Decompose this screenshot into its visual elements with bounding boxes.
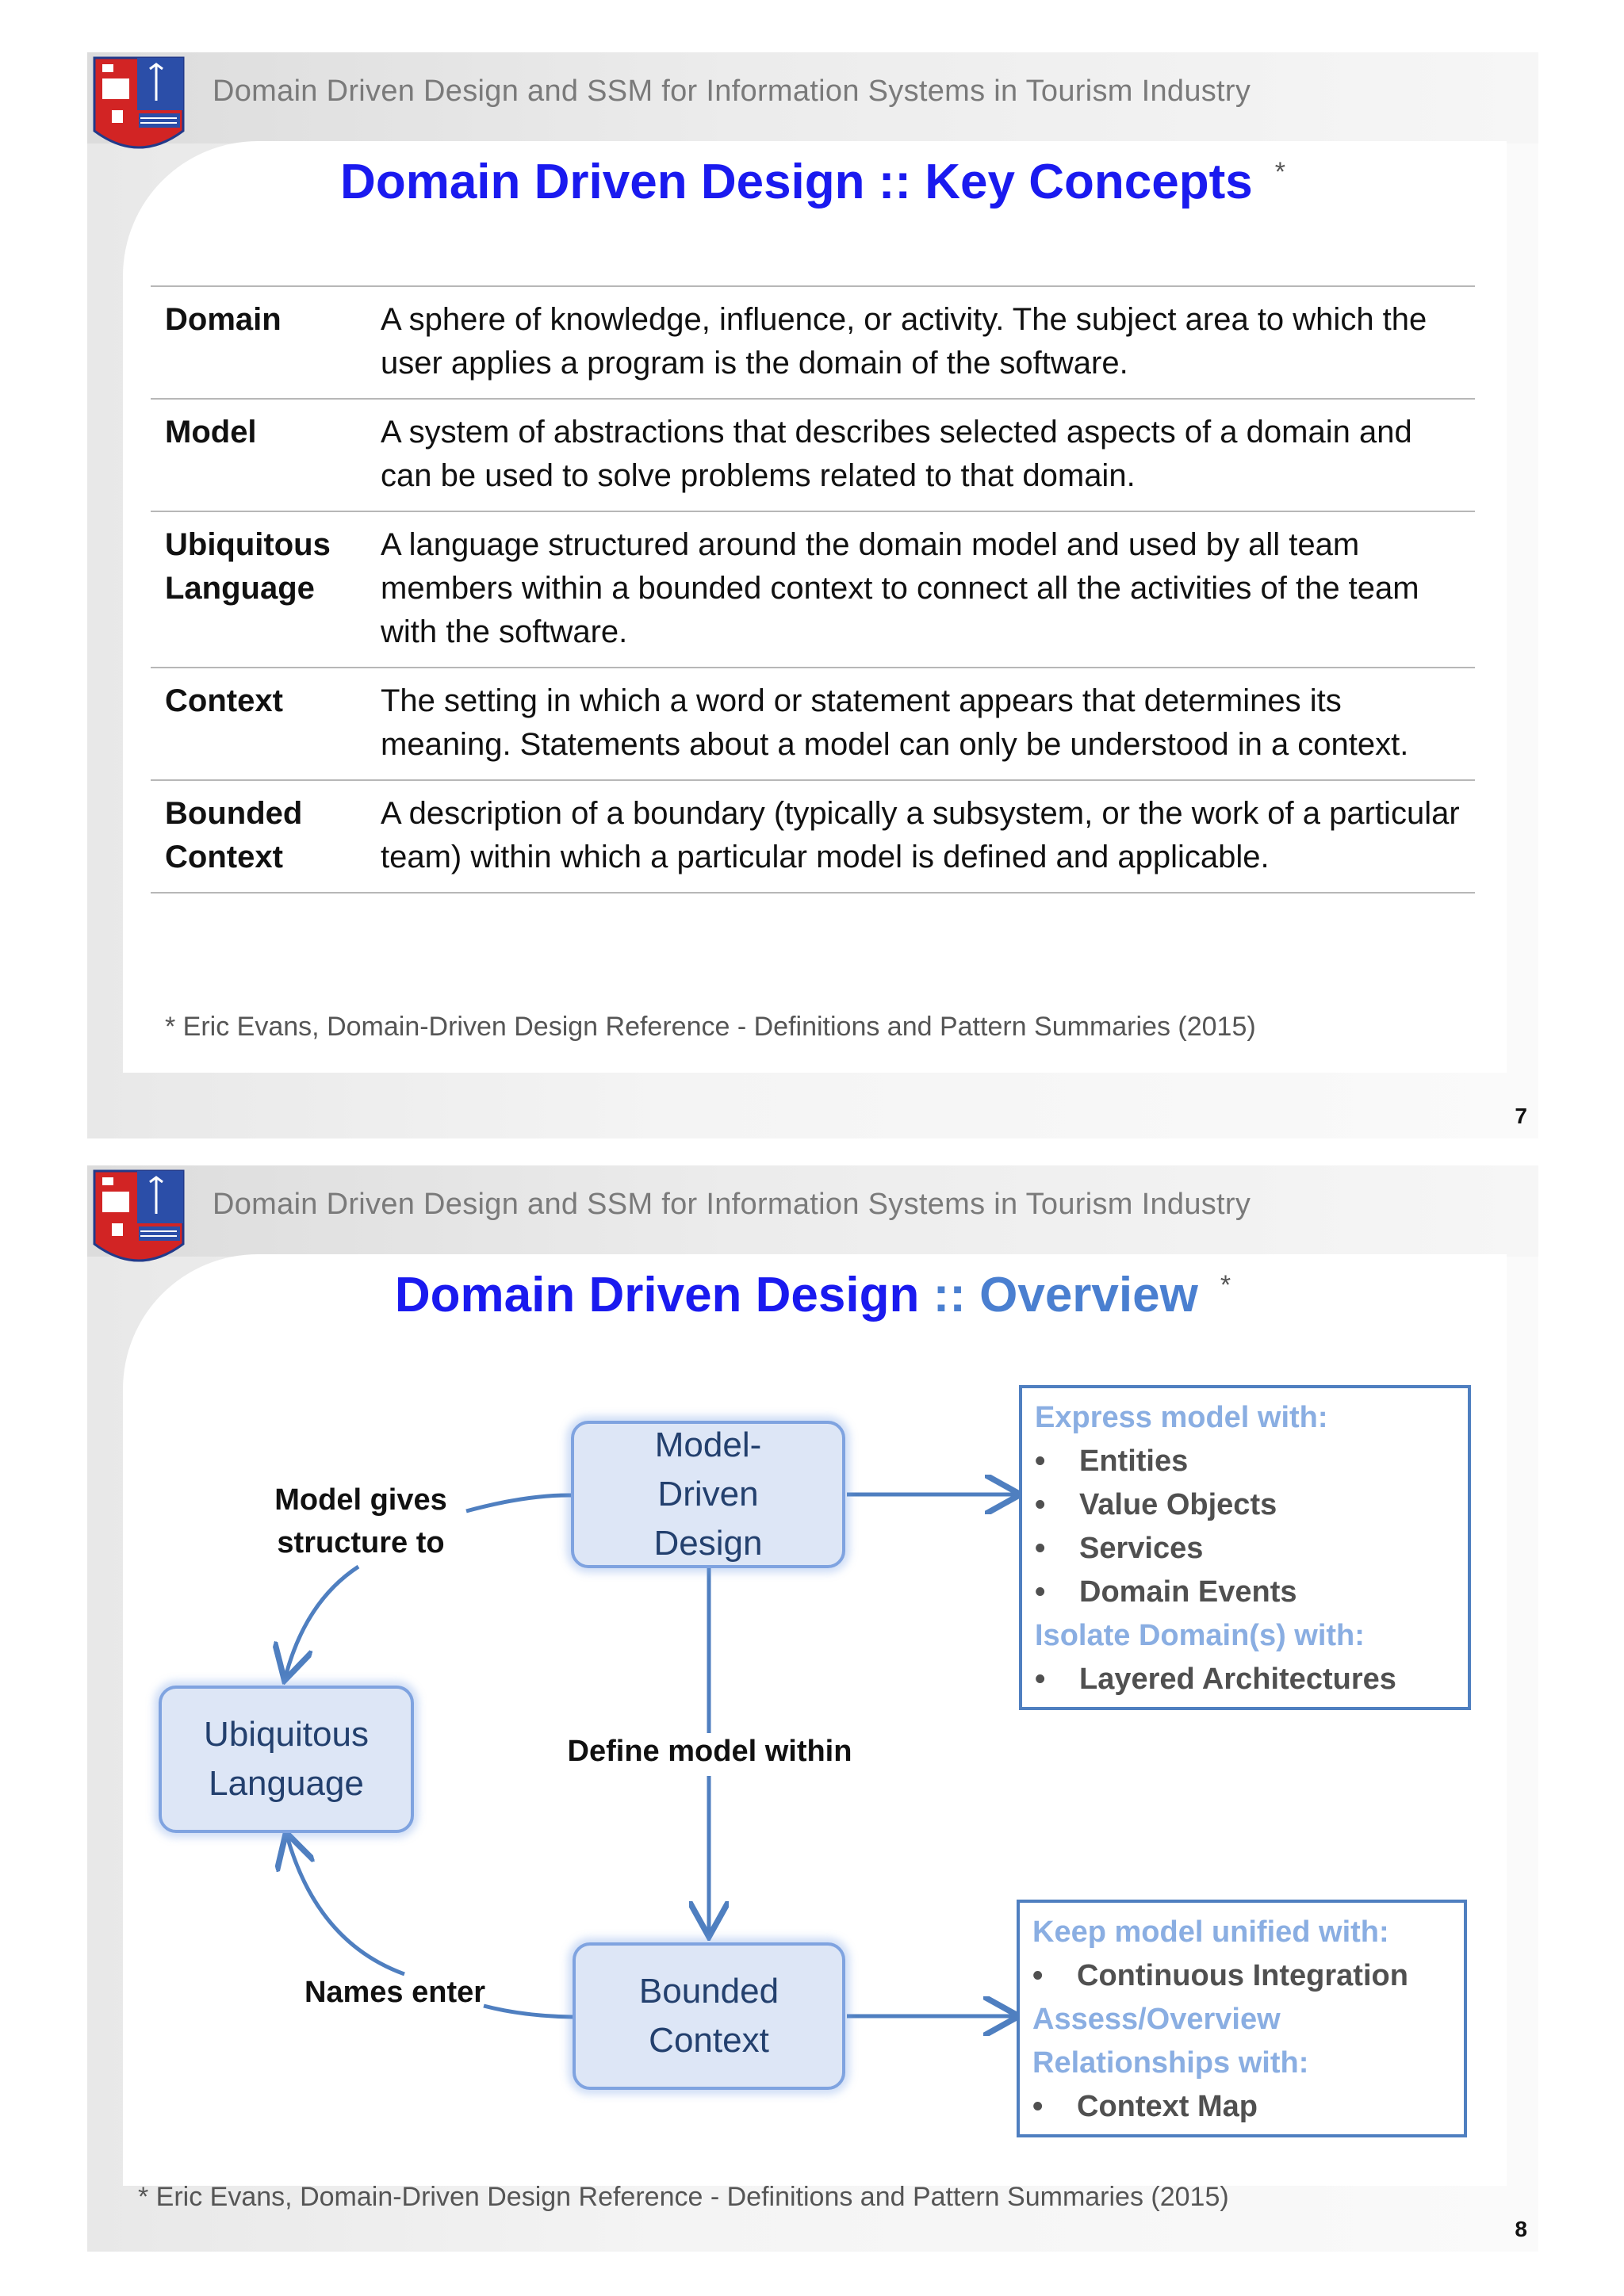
title-text: Domain Driven Design :: Key Concepts	[340, 155, 1253, 209]
table-row	[151, 780, 1475, 893]
header-title: Domain Driven Design and SSM for Information Systems in Tourism Industry	[213, 1188, 1251, 1221]
unified-heading: Keep model unified with:	[1032, 1915, 1389, 1949]
assess-heading: Assess/Overview Relationships with:	[1032, 2003, 1309, 2080]
header-title: Domain Driven Design and SSM for Information Systems in Tourism Industry	[213, 75, 1251, 108]
title-footnote-marker: *	[1274, 157, 1285, 188]
bullet-icon: •	[1035, 1575, 1046, 1609]
node-model-driven-design	[571, 1421, 845, 1568]
bullet-icon: •	[1035, 1532, 1046, 1565]
bullet-icon: •	[1035, 1663, 1046, 1696]
list-item	[1032, 1954, 1451, 1998]
footnote: * Eric Evans, Domain-Driven Design Reference - Definitions and Pattern Summaries (2015)	[138, 2182, 1229, 2212]
node-ubiquitous-language	[159, 1686, 414, 1833]
list-item-text: Context Map	[1077, 2090, 1258, 2123]
list-item-text: Domain Events	[1079, 1575, 1297, 1609]
slide-8	[87, 1165, 1538, 2252]
list-item-text: Value Objects	[1079, 1488, 1277, 1521]
arrow-model-gives-structure	[466, 1495, 573, 1511]
term-cell: Ubiquitous Language	[165, 527, 331, 606]
table-row	[151, 286, 1475, 399]
slide-7	[87, 52, 1538, 1138]
term-cell: Model	[165, 415, 257, 450]
page-number: 7	[1515, 1104, 1527, 1128]
list-item	[1035, 1440, 1455, 1483]
bullet-icon: •	[1032, 2090, 1044, 2123]
list-item-text: Layered Architectures	[1079, 1663, 1396, 1696]
title-text-main: Domain Driven Design	[394, 1268, 920, 1322]
term-cell: Domain	[165, 302, 282, 337]
node-bounded-context	[573, 1942, 845, 2090]
keep-unified-box	[1017, 1900, 1467, 2137]
bullet-icon: •	[1035, 1488, 1046, 1521]
slide-title	[87, 154, 1538, 210]
arrow-to-ubiquitous-bottom	[287, 1836, 404, 1974]
isolate-heading: Isolate Domain(s) with:	[1035, 1619, 1365, 1652]
list-item-text: Services	[1079, 1532, 1204, 1565]
definition-cell: A description of a boundary (typically a subsystem, or the work of a particular team) within which a particular model is defined and applicable.	[381, 796, 1460, 874]
list-item	[1032, 2085, 1451, 2129]
arrow-to-ubiquitous-top	[285, 1567, 358, 1677]
title-footnote-marker: *	[1220, 1270, 1231, 1301]
definition-cell: A system of abstractions that describes selected aspects of a domain and can be used to solve problems related to that domain.	[381, 415, 1412, 493]
node-label: Ubiquitous Language	[204, 1715, 369, 1803]
node-label: Model-Driven Design	[653, 1425, 763, 1563]
footnote: * Eric Evans, Domain-Driven Design Reference - Definitions and Pattern Summaries (2015)	[165, 1012, 1256, 1042]
definition-cell: A sphere of knowledge, influence, or activity. The subject area to which the user applies a program is the domain of the software.	[381, 302, 1427, 381]
list-item	[1035, 1658, 1455, 1701]
edge-label-model-gives-structure: Model gives structure to	[274, 1483, 447, 1559]
list-item	[1035, 1483, 1455, 1527]
title-text-sub: :: Overview	[919, 1268, 1198, 1322]
list-item-text: Entities	[1079, 1445, 1189, 1478]
university-logo-icon	[91, 55, 186, 158]
node-label: Bounded Context	[638, 1972, 779, 2060]
express-heading: Express model with:	[1035, 1401, 1328, 1434]
table-row	[151, 668, 1475, 780]
express-model-box	[1019, 1385, 1471, 1710]
page-number: 8	[1515, 2217, 1527, 2241]
list-item	[1035, 1527, 1455, 1571]
term-cell: Context	[165, 683, 283, 718]
bullet-icon: •	[1035, 1445, 1046, 1478]
list-item	[1035, 1571, 1455, 1614]
key-concepts-table	[151, 285, 1475, 894]
edge-label-define-model-within: Define model within	[567, 1735, 852, 1768]
definition-cell: The setting in which a word or statement appears that determines its meaning. Statements about a model can only be understood in a context.	[381, 683, 1409, 762]
table-row	[151, 511, 1475, 668]
table-row	[151, 399, 1475, 511]
edge-label-names-enter: Names enter	[304, 1976, 486, 2009]
definition-cell: A language structured around the domain model and used by all team members within a bounded context to connect all the activities of the team with the software.	[381, 527, 1419, 649]
bullet-icon: •	[1032, 1959, 1044, 1992]
term-cell: Bounded Context	[165, 796, 303, 874]
list-item-text: Continuous Integration	[1077, 1959, 1408, 1992]
